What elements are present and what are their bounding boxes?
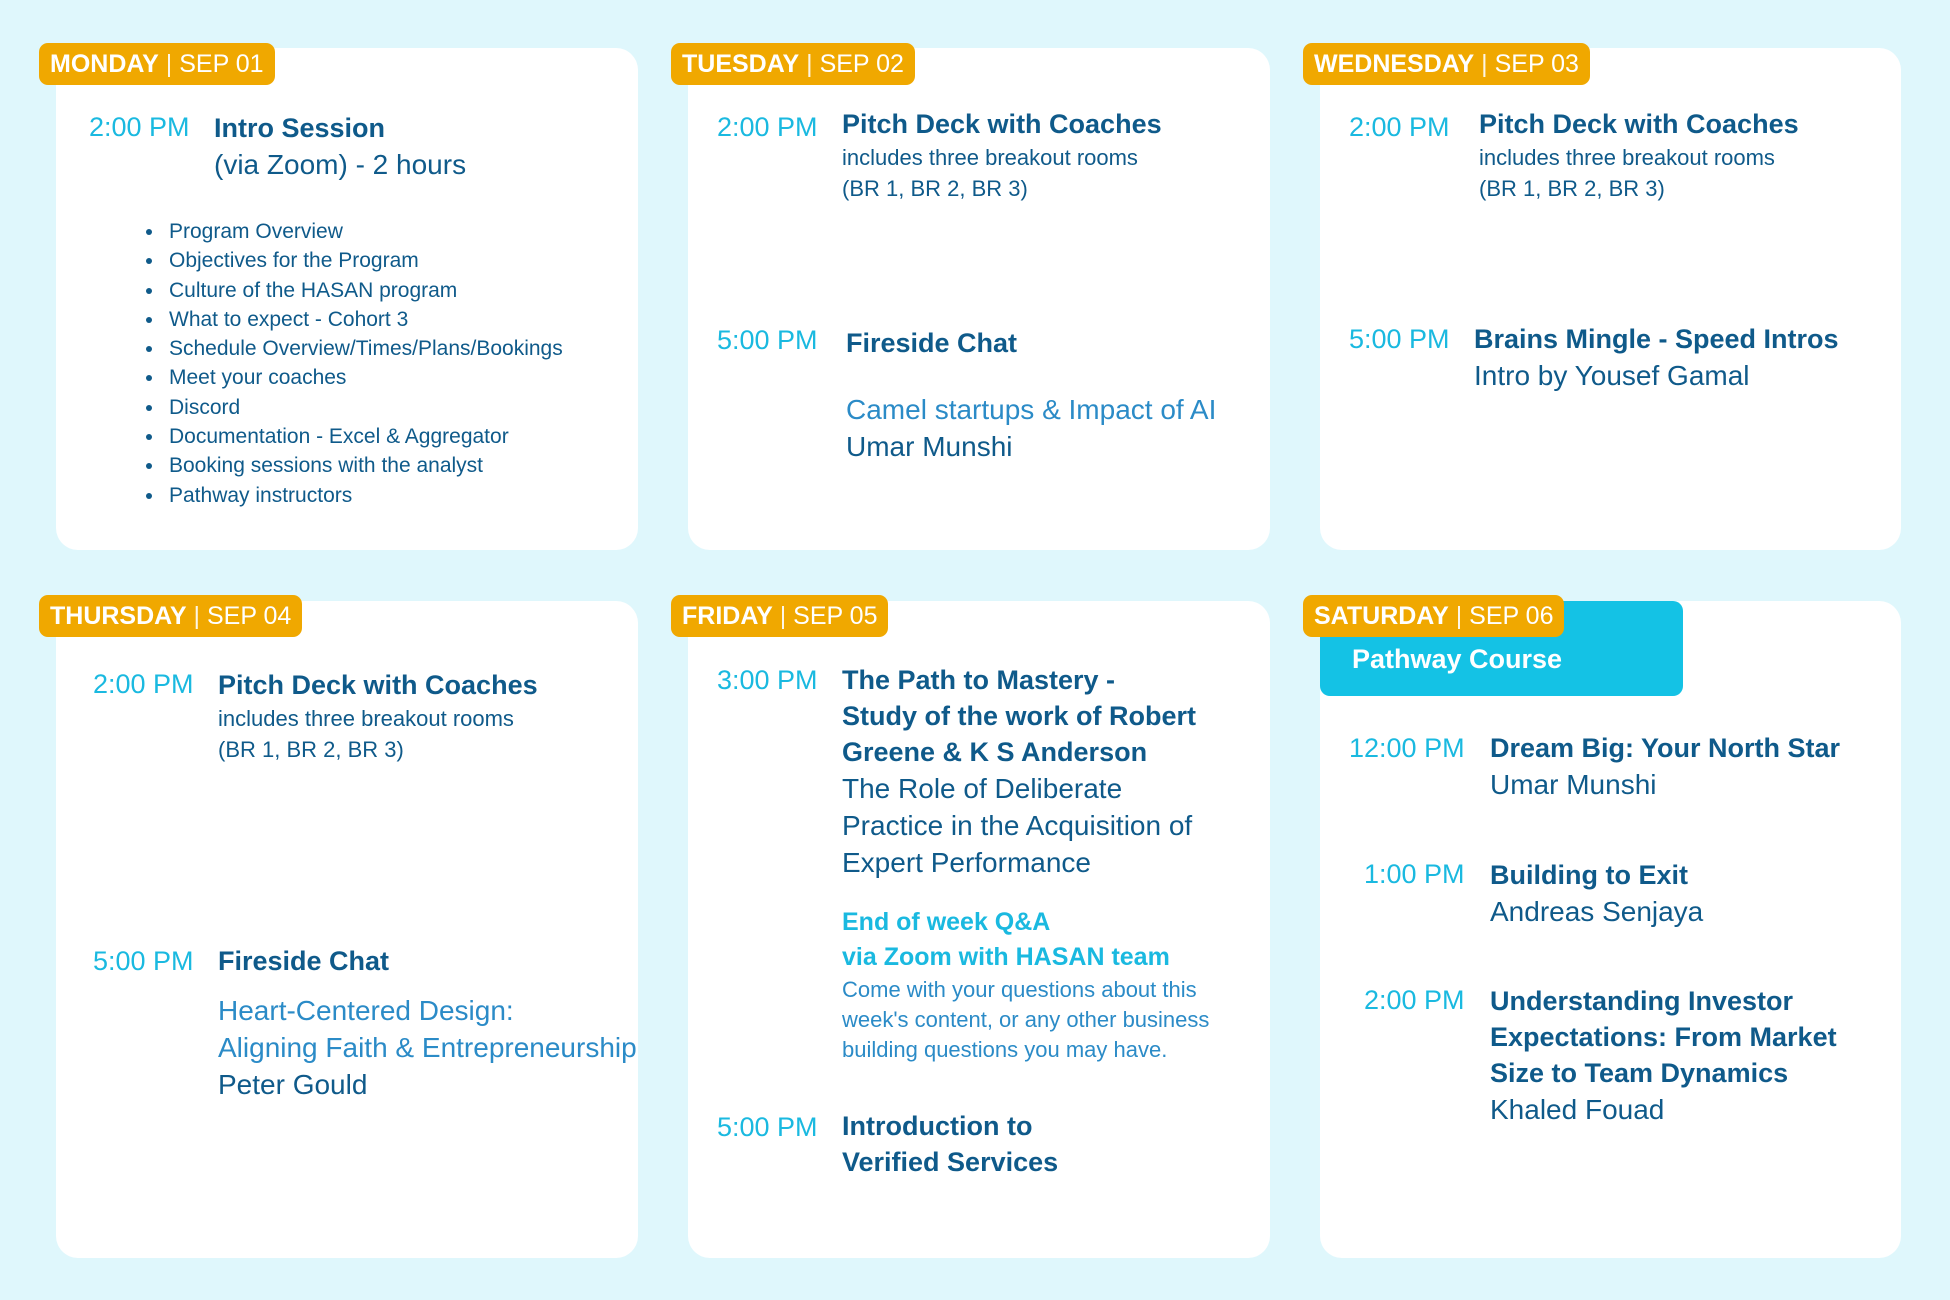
session-title: Introduction to: [842, 1111, 1033, 1141]
session-title: Pitch Deck with Coaches: [842, 109, 1162, 139]
list-item: Pathway instructors: [142, 481, 563, 510]
qa-info: [842, 905, 1209, 1065]
session-detail: (BR 1, BR 2, BR 3): [1479, 176, 1665, 201]
speaker-name: Umar Munshi: [1490, 769, 1657, 800]
session-title: Dream Big: Your North Star: [1490, 733, 1841, 763]
session-info: [1490, 730, 1840, 803]
speaker-name: Umar Munshi: [846, 431, 1013, 462]
session-title: Study of the work of Robert: [842, 701, 1196, 731]
session-detail: (BR 1, BR 2, BR 3): [218, 737, 404, 762]
session-info: [842, 1108, 1058, 1180]
day-label: WEDNESDAY: [1314, 50, 1475, 78]
list-item: Documentation - Excel & Aggregator: [142, 422, 563, 451]
speaker-name: Peter Gould: [218, 1069, 368, 1100]
saturday-day-tag: SATURDAY | SEP 06: [1303, 595, 1564, 637]
session-topic: Heart-Centered Design:: [218, 995, 514, 1026]
session-detail: includes three breakout rooms: [1479, 145, 1775, 170]
session-info: [218, 667, 538, 765]
pathway-course-banner: Pathway Course: [1320, 601, 1683, 696]
list-item: Schedule Overview/Times/Plans/Bookings: [142, 334, 563, 363]
qa-title: End of week Q&A: [842, 908, 1051, 936]
monday-day-tag: MONDAY | SEP 01: [39, 43, 275, 85]
day-label: FRIDAY: [682, 602, 773, 630]
session-title: Pitch Deck with Coaches: [1479, 109, 1799, 139]
session-detail: (BR 1, BR 2, BR 3): [842, 176, 1028, 201]
day-label: TUESDAY: [682, 50, 800, 78]
tuesday-day-tag: TUESDAY | SEP 02: [671, 43, 915, 85]
date-label: SEP 05: [793, 602, 878, 630]
session-title: Intro Session: [214, 113, 386, 143]
session-title: Building to Exit: [1490, 860, 1688, 890]
session-info: [842, 106, 1162, 204]
session-title: Size to Team Dynamics: [1490, 1058, 1789, 1088]
session-title: Brains Mingle - Speed Intros: [1474, 324, 1839, 354]
session-time: 2:00 PM: [1349, 112, 1450, 142]
date-label: SEP 06: [1469, 602, 1554, 630]
date-label: SEP 03: [1494, 50, 1579, 78]
session-detail: Expert Performance: [842, 847, 1091, 878]
qa-detail: Come with your questions about this: [842, 977, 1197, 1002]
session-time: 5:00 PM: [1349, 324, 1450, 354]
session-time: 2:00 PM: [1364, 985, 1465, 1015]
session-title: Fireside Chat: [218, 946, 390, 976]
session-detail: Practice in the Acquisition of: [842, 810, 1193, 841]
list-item: Culture of the HASAN program: [142, 276, 563, 305]
wednesday-day-tag: WEDNESDAY | SEP 03: [1303, 43, 1590, 85]
session-detail: includes three breakout rooms: [842, 145, 1138, 170]
session-info: [1490, 983, 1837, 1128]
session-subtitle: (via Zoom) - 2 hours: [214, 149, 467, 180]
session-info: [842, 662, 1196, 881]
qa-title: via Zoom with HASAN team: [842, 943, 1170, 971]
session-info: [846, 325, 1216, 465]
session-time: 2:00 PM: [89, 112, 190, 142]
agenda-list: [142, 217, 563, 510]
session-info: [218, 943, 637, 1103]
session-detail: The Role of Deliberate: [842, 773, 1123, 804]
session-info: [214, 110, 466, 183]
session-topic: Camel startups & Impact of AI: [846, 394, 1217, 425]
session-topic: Aligning Faith & Entrepreneurship: [218, 1032, 637, 1063]
session-detail: Intro by Yousef Gamal: [1474, 360, 1750, 391]
speaker-name: Khaled Fouad: [1490, 1094, 1665, 1125]
day-label: SATURDAY: [1314, 602, 1449, 630]
date-label: SEP 01: [179, 50, 264, 78]
session-time: 1:00 PM: [1364, 859, 1465, 889]
session-time: 5:00 PM: [717, 1112, 818, 1142]
list-item: Discord: [142, 393, 563, 422]
session-time: 5:00 PM: [717, 325, 818, 355]
session-time: 3:00 PM: [717, 665, 818, 695]
friday-day-tag: FRIDAY | SEP 05: [671, 595, 888, 637]
session-info: [1474, 321, 1839, 394]
speaker-name: Andreas Senjaya: [1490, 896, 1704, 927]
session-time: 2:00 PM: [717, 112, 818, 142]
session-title: Greene & K S Anderson: [842, 737, 1148, 767]
session-time: 2:00 PM: [93, 669, 194, 699]
thursday-day-tag: THURSDAY | SEP 04: [39, 595, 302, 637]
session-time: 12:00 PM: [1349, 733, 1465, 763]
list-item: Booking sessions with the analyst: [142, 451, 563, 480]
qa-detail: week's content, or any other business: [842, 1007, 1210, 1032]
session-title: Expectations: From Market: [1490, 1022, 1837, 1052]
session-info: [1490, 857, 1703, 930]
session-info: [1479, 106, 1799, 204]
qa-detail: building questions you may have.: [842, 1037, 1168, 1062]
day-label: THURSDAY: [50, 602, 187, 630]
date-label: SEP 04: [207, 602, 292, 630]
session-title: Fireside Chat: [846, 328, 1018, 358]
day-label: MONDAY: [50, 50, 159, 78]
session-title: Pitch Deck with Coaches: [218, 670, 538, 700]
session-detail: includes three breakout rooms: [218, 706, 514, 731]
session-title: The Path to Mastery -: [842, 665, 1116, 695]
list-item: Meet your coaches: [142, 363, 563, 392]
date-label: SEP 02: [819, 50, 904, 78]
session-title: Verified Services: [842, 1147, 1059, 1177]
list-item: Objectives for the Program: [142, 246, 563, 275]
list-item: Program Overview: [142, 217, 563, 246]
list-item: What to expect - Cohort 3: [142, 305, 563, 334]
session-time: 5:00 PM: [93, 946, 194, 976]
session-title: Understanding Investor: [1490, 986, 1794, 1016]
